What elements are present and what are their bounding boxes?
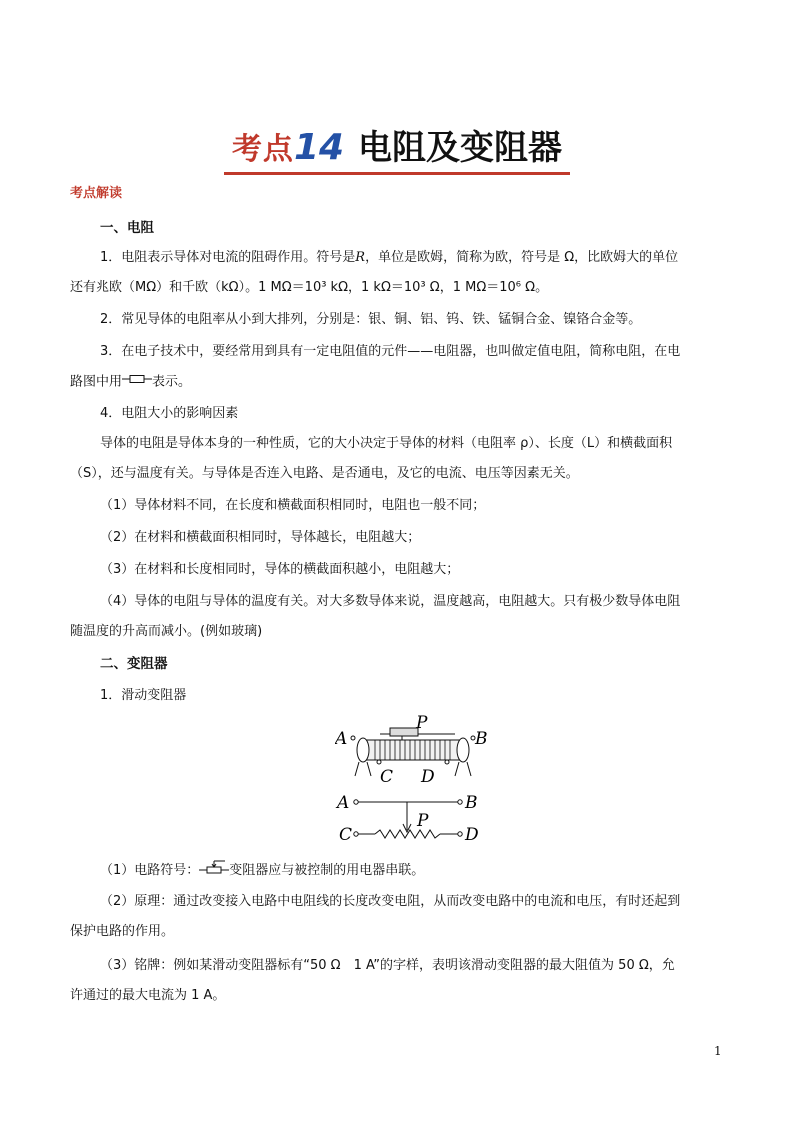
rheostat-circuit-diagram — [354, 800, 462, 838]
paragraph-3-line-1: 3．在电子技术中，要经常用到具有一定电阻值的元件——电阻器，也叫做定值电阻，简称电阻，在电 — [100, 344, 681, 359]
paragraph-5-line-2: （S），还与温度有关。与导体是否连入电路、是否通电，及它的电流、电压等因素无关。 — [70, 466, 579, 481]
paragraph-4: 4．电阻大小的影响因素 — [100, 406, 239, 421]
rheostat-figure — [335, 712, 495, 857]
rheostat-subheading: 1．滑动变阻器 — [100, 688, 187, 703]
rheostat-item-3-line-2: 许通过的最大电流为 1 A。 — [70, 988, 226, 1003]
rheostat-item-2-line-1: （2）原理：通过改变接入电路中电阻线的长度改变电阻，从而改变电路中的电流和电压，有时还起到 — [100, 894, 681, 909]
figure-label-b-bottom: B — [465, 793, 478, 813]
figure-label-a-top: A — [335, 729, 348, 749]
title-prefix: 考点 — [231, 132, 294, 167]
resistor-symbol-icon — [122, 372, 152, 392]
figure-label-p-top: P — [416, 713, 428, 733]
figure-label-d-bottom: D — [465, 825, 479, 845]
paragraph-1-line-1 — [100, 248, 725, 268]
title-area — [0, 120, 794, 175]
rheostat-drawing — [351, 728, 475, 776]
page-number: 1 — [714, 1044, 722, 1058]
p1-text-a: 1．电阻表示导体对电流的阻碍作用。符号是 — [100, 250, 356, 265]
p1-text-b: ，单位是欧姆，简称为欧，符号是 Ω，比欧姆大的单位 — [365, 250, 679, 265]
paragraph-1-line-2: 还有兆欧（MΩ）和千欧（kΩ）。1 MΩ＝10³ kΩ，1 kΩ＝10³ Ω，1 MΩ＝10⁶ Ω。 — [70, 280, 549, 295]
item-1-text-post: 变阻器应与被控制的用电器串联。 — [229, 863, 425, 878]
figure-label-d-top: D — [421, 767, 435, 787]
factor-item-3: （3）在材料和长度相同时，导体的横截面积越小，电阻越大； — [100, 562, 460, 577]
figure-label-c-top: C — [380, 767, 394, 787]
page-title — [224, 120, 570, 175]
paragraph-3-line-2 — [70, 372, 725, 393]
factor-item-4-line-1: （4）导体的电阻与导体的温度有关。对大多数导体来说，温度越高，电阻越大。只有极少数导体电阻 — [100, 594, 681, 609]
title-main: 电阻及变阻器 — [358, 128, 563, 168]
paragraph-2: 2．常见导体的电阻率从小到大排列，分别是：银、铜、铝、钨、铁、锰铜合金、镍铬合金等。 — [100, 312, 642, 327]
factor-item-1: （1）导体材料不同，在长度和横截面积相同时，电阻也一般不同； — [100, 498, 486, 513]
factor-item-4-line-2: 随温度的升高而减小。(例如玻璃) — [70, 624, 263, 639]
title-number: 14 — [293, 127, 345, 168]
p1-symbol: R — [355, 250, 366, 265]
figure-label-b-top: B — [475, 729, 488, 749]
title-underline — [224, 172, 570, 175]
rheostat-item-2-line-2: 保护电路的作用。 — [70, 924, 175, 939]
rheostat-symbol-icon — [199, 860, 229, 881]
item-1-text-pre: （1）电路符号： — [100, 863, 200, 878]
p3-text-post: 表示。 — [152, 374, 192, 390]
heading-rheostat: 二、变阻器 — [100, 656, 168, 672]
figure-label-c-bottom: C — [339, 825, 353, 845]
factor-item-2: （2）在材料和横截面积相同时，导体越长，电阻越大； — [100, 530, 421, 545]
paragraph-5-line-1: 导体的电阻是导体本身的一种性质，它的大小决定于导体的材料（电阻率 ρ）、长度（L）和横截面积 — [100, 436, 673, 451]
figure-label-p-bottom: P — [417, 811, 429, 831]
section-label: 考点解读 — [70, 186, 123, 201]
rheostat-item-3-line-1: （3）铭牌：例如某滑动变阻器标有“50 Ω 1 A”的字样，表明该滑动变阻器的最大阻值为 50 Ω，允 — [100, 958, 675, 973]
heading-resistance: 一、电阻 — [100, 220, 154, 236]
figure-label-a-bottom: A — [337, 793, 350, 813]
p3-text-pre: 路图中用 — [70, 374, 123, 390]
rheostat-item-1 — [100, 860, 725, 881]
